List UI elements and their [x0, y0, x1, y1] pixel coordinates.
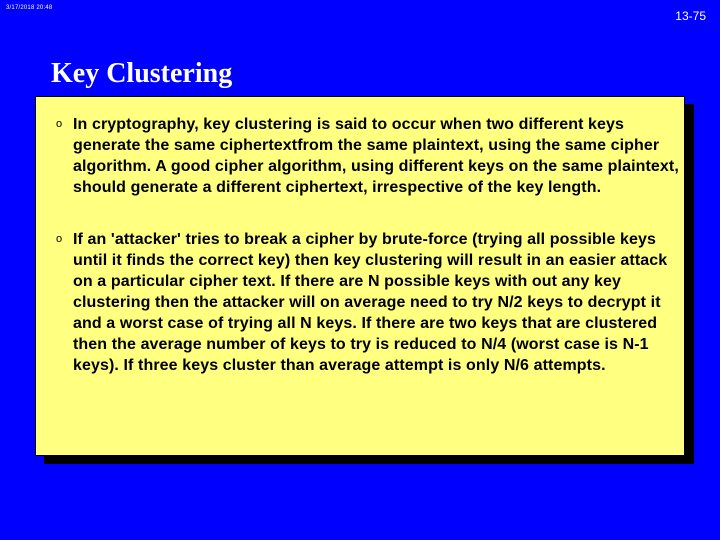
bullet-marker-icon: o	[56, 118, 63, 130]
bullet-text: If an 'attacker' tries to break a cipher by brute-force (trying all possible keys until it finds the correct key) then key clustering will result in an easier attack on a particular cipher text. If there are N possible keys with out any key clustering then the attacker will on average need to try N/2 keys to decrypt it and a worst case of trying all N keys. If there are two keys that are clustered then the average number of keys to try is reduced to N/4 (worst case is N-1 keys). If three keys cluster than average attempt is only N/6 attempts.	[73, 231, 668, 374]
slide-number: 13-75	[675, 9, 706, 23]
bullet-text: In cryptography, key clustering is said to occur when two different keys generate the same ciphertextfrom the same plaintext, using the same cipher algorithm. A good cipher algorithm, using different keys on the same plaintext, should generate a different ciphertext, irrespective of the key length.	[73, 116, 679, 196]
slide-title: Key Clustering	[51, 58, 233, 89]
bullet-marker-icon: o	[56, 233, 63, 245]
slide-timestamp: 3/17/2018 20:48	[6, 5, 53, 11]
content-panel	[35, 96, 685, 456]
